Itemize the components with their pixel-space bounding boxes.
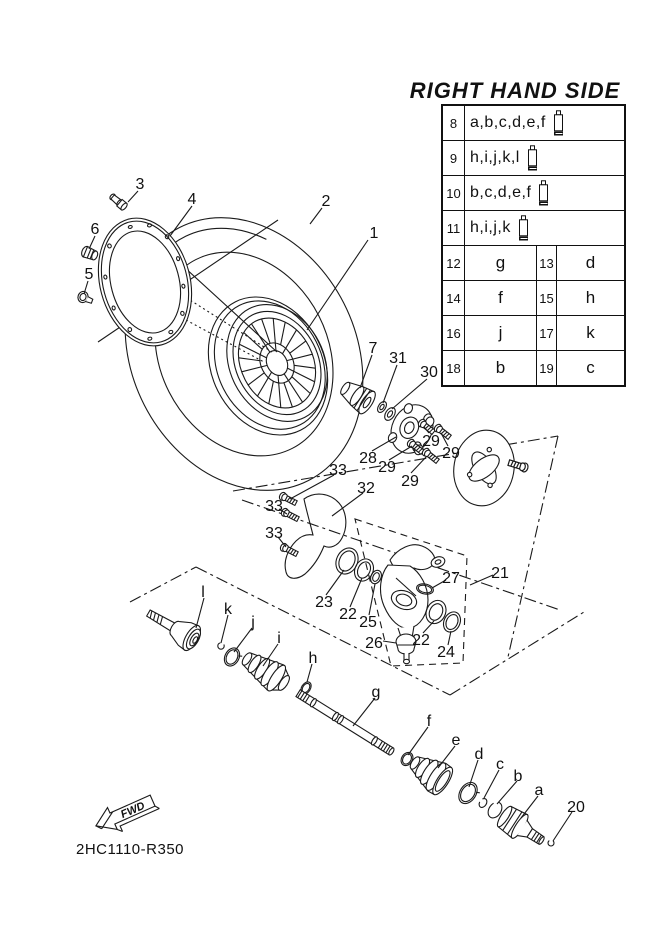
table-row — [443, 315, 624, 350]
table-row — [443, 280, 624, 315]
flange-bolt — [76, 290, 94, 306]
callout-b: b — [513, 768, 523, 785]
callout-33c: 33 — [265, 525, 283, 542]
callout-21: 21 — [491, 565, 509, 582]
callout-29d: 29 — [401, 473, 419, 490]
row-number: 12 — [443, 246, 465, 280]
row-number: 9 — [443, 141, 465, 175]
row-number: 8 — [443, 106, 465, 140]
row-value: b — [465, 351, 537, 385]
callout-33a: 33 — [329, 462, 347, 479]
row-value: k — [586, 323, 595, 342]
callout-e: e — [451, 732, 461, 749]
row-letters: a,b,c,d,e,f — [470, 114, 546, 131]
callout-i: i — [277, 630, 281, 647]
callout-a: a — [534, 782, 544, 799]
callout-1: 1 — [369, 225, 379, 242]
fwd-arrow — [91, 788, 162, 840]
callout-6: 6 — [90, 221, 100, 238]
callout-j: j — [251, 614, 255, 631]
boot-i — [236, 645, 295, 698]
callout-20: 20 — [567, 799, 585, 816]
callout-22b: 22 — [412, 632, 430, 649]
grease-tube-icon — [526, 145, 539, 172]
boot-clamp-d — [455, 779, 482, 808]
boot-clamp-j — [221, 645, 244, 669]
row-number: 10 — [443, 176, 465, 210]
callout-k: k — [224, 601, 232, 618]
callout-27: 27 — [442, 570, 460, 587]
guard-bolt-33c — [279, 542, 299, 557]
row-number: 16 — [443, 316, 465, 350]
cv-joint-inner-l — [141, 601, 204, 654]
callout-29c: 29 — [378, 459, 396, 476]
row-number: 15 — [537, 281, 557, 315]
callout-d: d — [474, 746, 484, 763]
page-title: RIGHT HAND SIDE — [409, 78, 621, 103]
row-value: j — [465, 316, 537, 350]
row-value: f — [465, 281, 537, 315]
callout-2: 2 — [321, 193, 331, 210]
row-number: 14 — [443, 281, 465, 315]
clip-c — [478, 797, 489, 809]
callout-31: 31 — [389, 350, 407, 367]
table-row — [443, 350, 624, 385]
table-row — [443, 175, 624, 210]
table-row — [443, 245, 624, 280]
row-value: d — [585, 253, 596, 272]
callout-26: 26 — [365, 635, 383, 652]
parts-reference-table — [441, 104, 626, 387]
grease-tube-icon — [517, 215, 530, 242]
row-value: h — [585, 288, 596, 307]
drawing-code: 2HC1110-R350 — [76, 841, 185, 858]
callout-23: 23 — [315, 594, 333, 611]
table-row — [443, 210, 624, 245]
fwd-arrow-label: FWD — [119, 799, 147, 822]
row-number: 18 — [443, 351, 465, 385]
row-number: 17 — [537, 316, 557, 350]
table-row — [443, 106, 624, 140]
disc-guard — [285, 494, 346, 578]
brake-disc — [448, 425, 520, 510]
callout-28: 28 — [359, 450, 377, 467]
callout-33b: 33 — [265, 498, 283, 515]
row-number: 11 — [443, 211, 465, 245]
callout-7: 7 — [368, 340, 378, 357]
row-letters: h,i,j,k,l — [470, 149, 520, 166]
callout-29b: 29 — [442, 445, 460, 462]
table-row — [443, 140, 624, 175]
row-letters: b,c,d,e,f — [470, 184, 532, 201]
callout-g: g — [371, 684, 381, 701]
callout-29a: 29 — [422, 433, 440, 450]
callout-22a: 22 — [339, 606, 357, 623]
callout-25: 25 — [359, 614, 377, 631]
steering-knuckle — [381, 545, 447, 640]
callout-5: 5 — [84, 266, 94, 283]
valve-stem — [108, 192, 128, 211]
callout-24: 24 — [437, 644, 455, 661]
guard-bolt-33b — [280, 507, 300, 522]
callout-h: h — [308, 650, 318, 667]
callout-c: c — [496, 756, 504, 773]
row-number: 19 — [537, 351, 557, 385]
grease-tube-icon — [537, 180, 550, 207]
row-value: c — [586, 358, 595, 377]
clip-k — [218, 643, 224, 649]
callout-f: f — [426, 713, 432, 730]
cv-joint-outer-a — [494, 803, 551, 853]
callout-3: 3 — [135, 176, 145, 193]
seal-24 — [440, 609, 463, 635]
callout-4: 4 — [187, 191, 197, 208]
row-letters: h,i,j,k — [470, 219, 511, 236]
callout-30: 30 — [420, 364, 438, 381]
grease-tube-icon — [552, 110, 565, 137]
row-value: g — [465, 246, 537, 280]
row-number: 13 — [537, 246, 557, 280]
callout-32: 32 — [357, 480, 375, 497]
callout-l: l — [201, 584, 205, 601]
